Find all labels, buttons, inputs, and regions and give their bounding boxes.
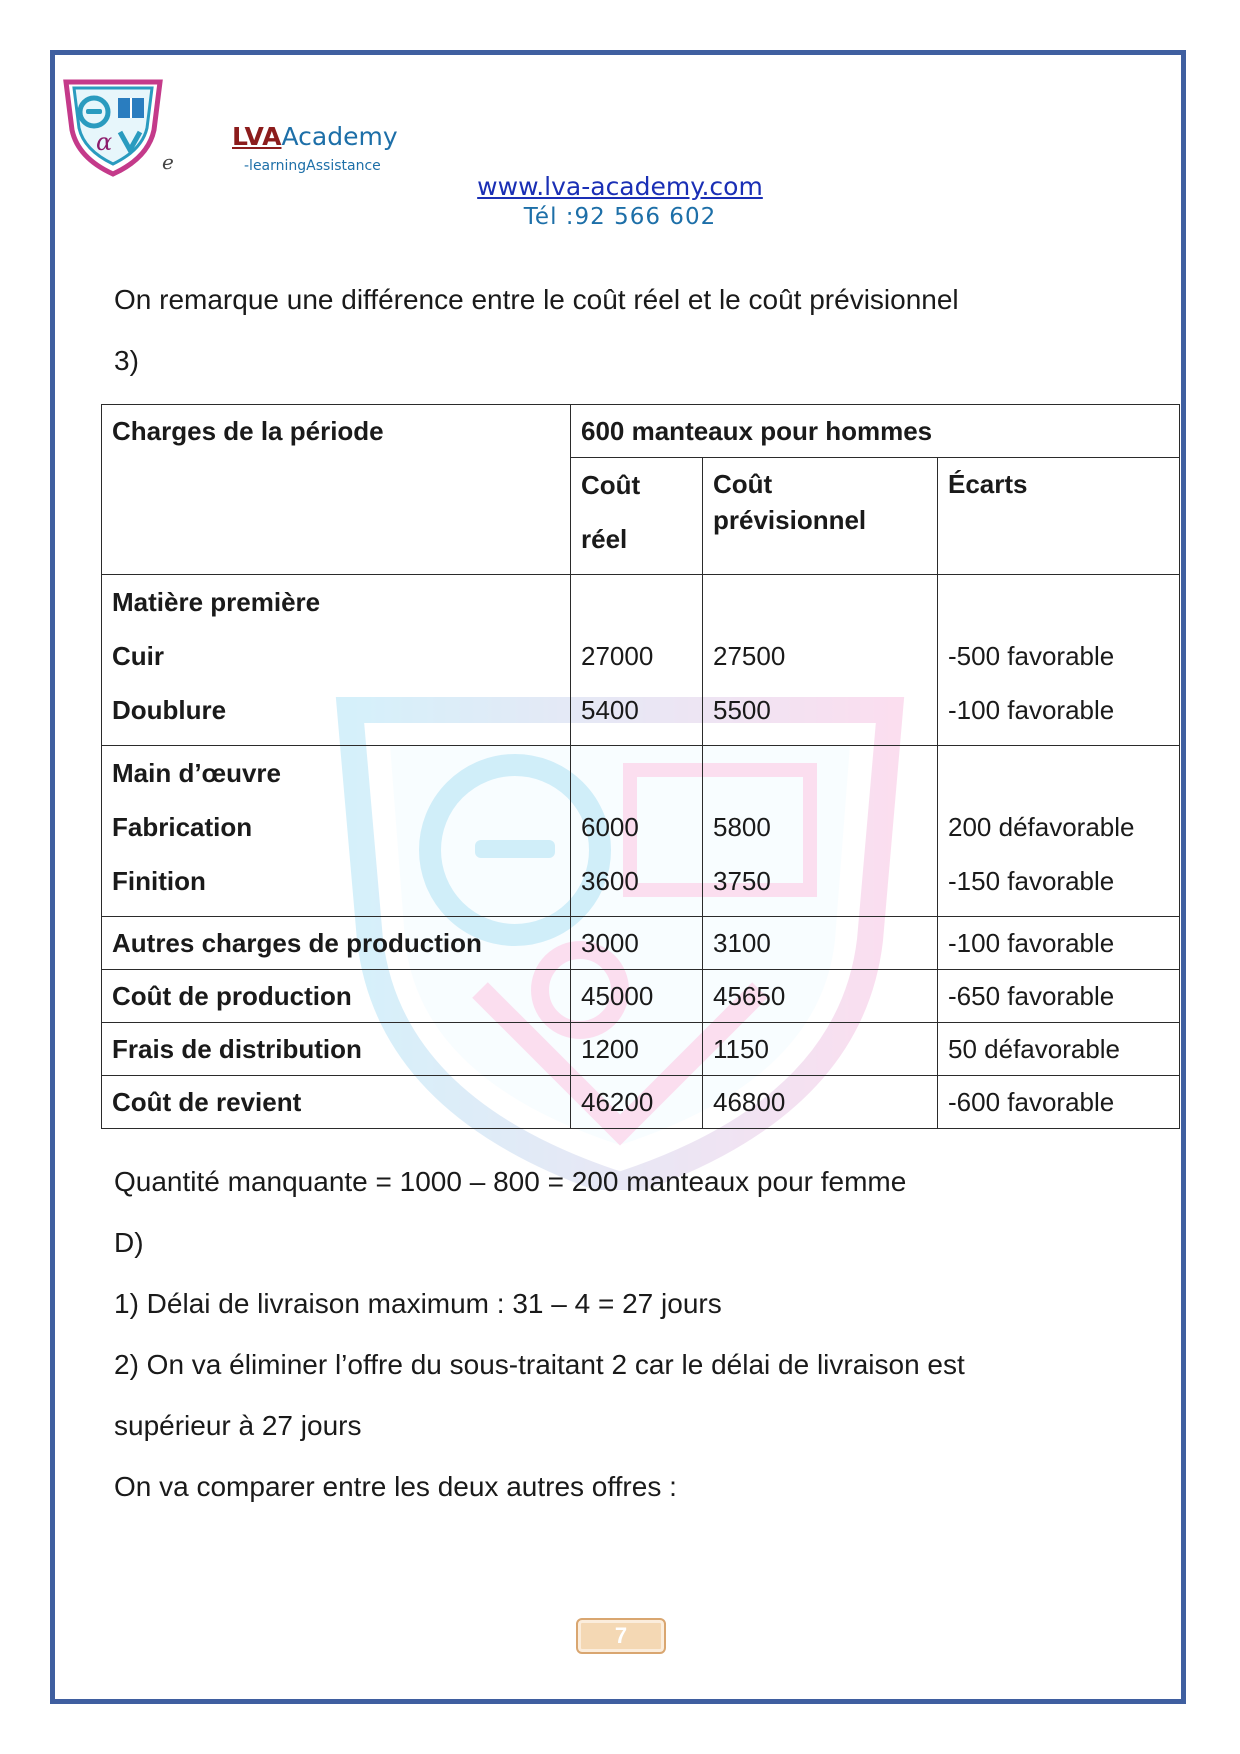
table-header-row xyxy=(102,405,1180,458)
main-reel xyxy=(571,746,703,917)
table-row-matiere xyxy=(102,575,1180,746)
row-label-distribution: Frais de distribution xyxy=(102,1023,571,1076)
table-row xyxy=(102,970,1180,1023)
remark-text: On remarque une différence entre le coût réel et le coût prévisionnel xyxy=(114,284,959,315)
header-ecarts: Écarts xyxy=(938,458,1180,575)
compare-text: On va comparer entre les deux autres offres : xyxy=(114,1471,677,1502)
page-number-badge: 7 xyxy=(576,1618,666,1654)
website-link[interactable]: www.lva-academy.com xyxy=(477,172,763,201)
brand-lva: LVA xyxy=(232,122,282,151)
row-prev-autres: 3100 xyxy=(703,917,938,970)
matiere-label-cuir: Cuir xyxy=(112,641,164,671)
phone-number: Tél :92 566 602 xyxy=(523,204,717,230)
main-reel-fabrication: 6000 xyxy=(581,812,639,842)
matiere-reel-doublure: 5400 xyxy=(581,695,639,725)
matiere-labels xyxy=(102,575,571,746)
table-row xyxy=(102,1023,1180,1076)
quantite-text: Quantité manquante = 1000 – 800 = 200 manteaux pour femme xyxy=(114,1166,907,1197)
svg-text:α: α xyxy=(96,128,113,156)
header-prev: Coût prévisionnel xyxy=(703,458,938,575)
main-prev-fabrication: 5800 xyxy=(713,812,771,842)
row-ecart-production: -650 favorable xyxy=(938,970,1180,1023)
logo-letter: e xyxy=(162,150,174,174)
row-label-autres: Autres charges de production xyxy=(102,917,571,970)
row-prev-revient: 46800 xyxy=(703,1076,938,1129)
row-ecart-autres: -100 favorable xyxy=(938,917,1180,970)
matiere-title: Matière première xyxy=(112,587,321,617)
row-label-revient: Coût de revient xyxy=(102,1076,571,1129)
section-d-heading: D) xyxy=(114,1227,144,1258)
matiere-reel-cuir: 27000 xyxy=(581,641,654,671)
cost-comparison-table xyxy=(101,404,1180,1129)
main-ecart-finition: -150 favorable xyxy=(948,866,1115,896)
brand-name xyxy=(232,122,398,151)
matiere-ecart-doublure: -100 favorable xyxy=(948,695,1115,725)
header-reel-line1: Coût xyxy=(581,470,641,500)
table-row xyxy=(102,917,1180,970)
main-prev-finition: 3750 xyxy=(713,866,771,896)
header-reel xyxy=(571,458,703,575)
row-reel-production: 45000 xyxy=(571,970,703,1023)
main-label-finition: Finition xyxy=(112,866,206,896)
item-1-text: 1) Délai de livraison maximum : 31 – 4 = 27 jours xyxy=(114,1288,722,1319)
main-reel-finition: 3600 xyxy=(581,866,639,896)
website-line xyxy=(0,172,1240,201)
header-reel-line2: réel xyxy=(581,524,628,554)
main-ecart xyxy=(938,746,1180,917)
table-row-main-oeuvre xyxy=(102,746,1180,917)
item-2-text-line2: supérieur à 27 jours xyxy=(114,1410,362,1441)
row-reel-autres: 3000 xyxy=(571,917,703,970)
matiere-prev xyxy=(703,575,938,746)
main-labels xyxy=(102,746,571,917)
row-label-production: Coût de production xyxy=(102,970,571,1023)
main-title: Main d’œuvre xyxy=(112,758,282,788)
matiere-prev-cuir: 27500 xyxy=(713,641,786,671)
item-2-text-line1: 2) On va éliminer l’offre du sous-traitant 2 car le délai de livraison est xyxy=(114,1349,965,1380)
main-label-fabrication: Fabrication xyxy=(112,812,253,842)
brand-tagline: -learningAssistance xyxy=(244,158,381,174)
row-prev-production: 45650 xyxy=(703,970,938,1023)
matiere-ecart xyxy=(938,575,1180,746)
header-charges: Charges de la période xyxy=(102,405,571,575)
matiere-prev-doublure: 5500 xyxy=(713,695,771,725)
main-prev xyxy=(703,746,938,917)
matiere-ecart-cuir: -500 favorable xyxy=(948,641,1115,671)
matiere-label-doublure: Doublure xyxy=(112,695,227,725)
row-reel-distribution: 1200 xyxy=(571,1023,703,1076)
academy-logo-icon xyxy=(58,78,168,178)
row-prev-distribution: 1150 xyxy=(703,1023,938,1076)
header-group: 600 manteaux pour hommes xyxy=(571,405,1180,458)
table-row xyxy=(102,1076,1180,1129)
main-ecart-fabrication: 200 défavorable xyxy=(948,812,1135,842)
row-reel-revient: 46200 xyxy=(571,1076,703,1129)
row-ecart-distribution: 50 défavorable xyxy=(938,1023,1180,1076)
row-ecart-revient: -600 favorable xyxy=(938,1076,1180,1129)
matiere-reel xyxy=(571,575,703,746)
brand-academy: Academy xyxy=(281,122,398,151)
section-3-heading: 3) xyxy=(114,345,139,376)
